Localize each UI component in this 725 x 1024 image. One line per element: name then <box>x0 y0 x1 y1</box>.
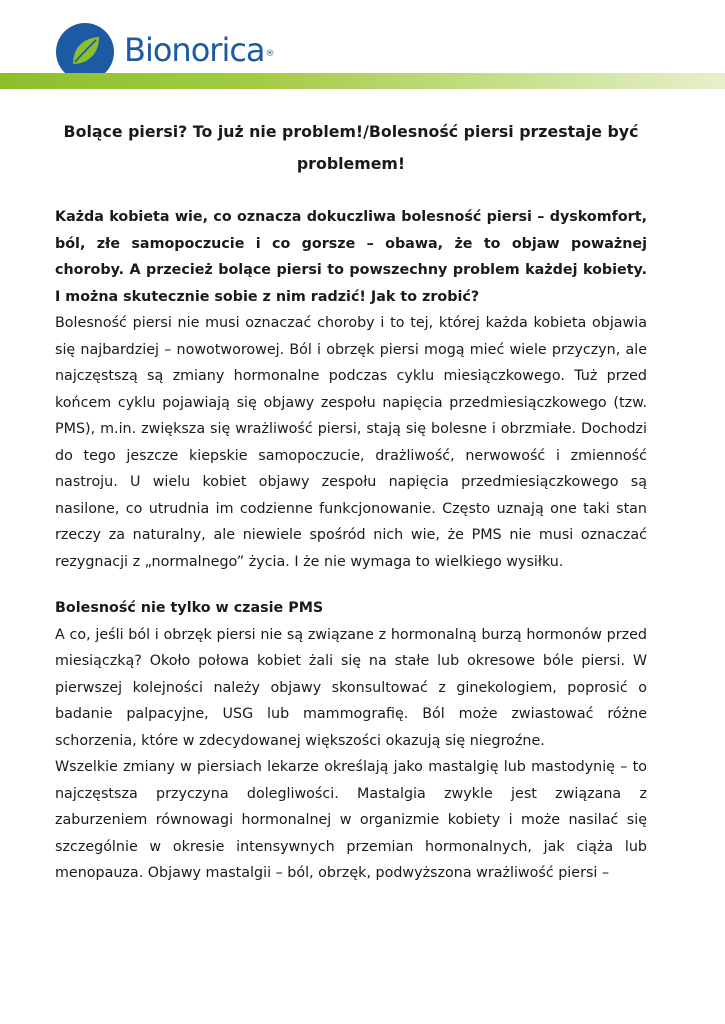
lead-paragraph: Każda kobieta wie, co oznacza dokuczliwa bolesność piersi – dyskomfort, ból, złe samopoczucie i co gorsze – obawa, że to objaw poważnej choroby. A przecież bolące piersi to powszechny problem każdej kobiety. I można skutecznie sobie z nim radzić! Jak to zrobić? <box>55 209 647 305</box>
body-paragraph-1: Bolesność piersi nie musi oznaczać choroby i to tej, której każda kobieta objawia się najbardziej – nowotworowej. Ból i obrzęk piersi mogą mieć wiele przyczyn, ale najczęstszą są zmiany hormonalne podczas cyklu miesiączkowego. Tuż przed końcem cyklu pojawiają się objawy zespołu napięcia przedmiesiączkowego (tzw. PMS), m.in. zwiększa się wrażliwość piersi, stają się bolesne i obrzmiałe. Dochodzi do tego jeszcze kiepskie samopoczucie, drażliwość, nerwowość i zmienność nastroju. U wielu kobiet objawy zespołu napięcia przedmiesiączkowego są nasilone, co utrudnia im codzienne funkcjonowanie. Często uznają one taki stan rzeczy za naturalny, ale niewiele spośród nich wie, że PMS nie musi oznaczać rezygnacji z „normalnego” życia. I że nie wymaga to wielkiego wysiłku. <box>55 315 647 570</box>
body-paragraph-2: A co, jeśli ból i obrzęk piersi nie są związane z hormonalną burzą hormonów przed miesiączką? Około połowa kobiet żali się na stałe lub okresowe bóle piersi. W pierwszej kolejności należy objawy skonsultować z ginekologiem, poprosić o badanie palpacyjne, USG lub mammografię. Ból może zwiastować różne schorzenia, które w zdecydowanej większości okazują się niegroźne. <box>55 626 647 749</box>
registered-mark: ® <box>265 49 274 59</box>
page-header <box>0 0 725 100</box>
brand-name: Bionorica <box>124 31 265 69</box>
article-title: Bolące piersi? To już nie problem!/Bolesność piersi przestaje być problemem! <box>63 122 639 173</box>
header-stripe <box>0 73 725 89</box>
brand-logo <box>124 30 274 70</box>
section-heading: Bolesność nie tylko w czasie PMS <box>55 600 324 616</box>
article-body <box>55 116 647 887</box>
body-paragraph-3: Wszelkie zmiany w piersiach lekarze określają jako mastalgię lub mastodynię – to najczęstsza przyczyna dolegliwości. Mastalgia zwykle jest związana z zaburzeniem równowagi hormonalnej w organizmie kobiety i może nasilać się szczególnie w okresie intensywnych przemian hormonalnych, jak ciąża lub menopauza. Objawy mastalgii – ból, obrzęk, podwyższona wrażliwość piersi – <box>55 759 647 881</box>
